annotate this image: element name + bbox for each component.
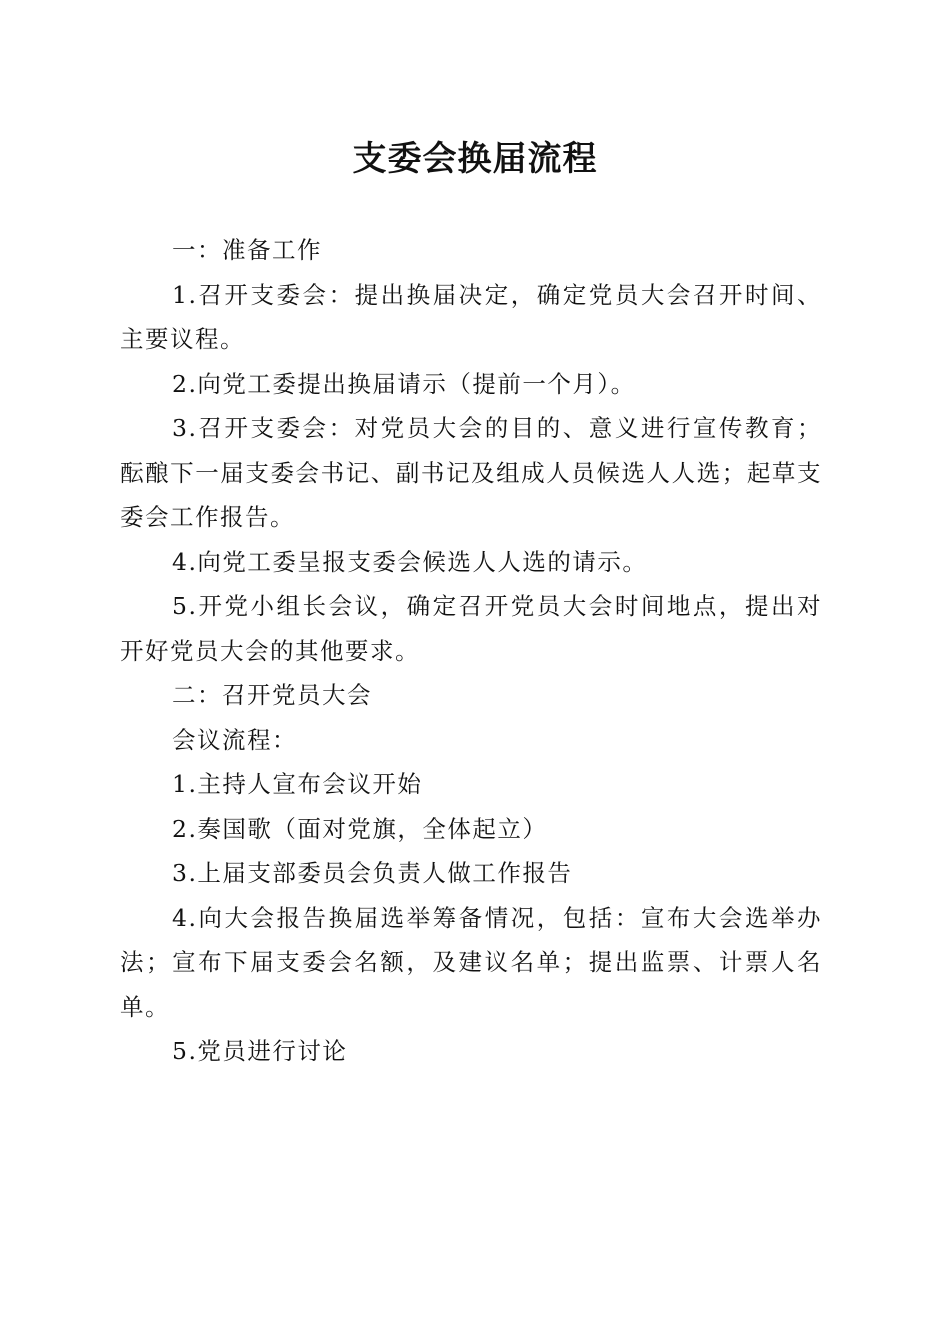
- meeting-step-3: 3.上届支部委员会负责人做工作报告: [172, 859, 573, 887]
- prep-step-5: 5.开党小组长会议，确定召开党员大会时间地点，提出对开好党员大会的其他要求。: [120, 592, 822, 665]
- meeting-step-1: 1.主持人宣布会议开始: [172, 770, 423, 798]
- prep-step-4: 4.向党工委呈报支委会候选人人选的请示。: [172, 547, 648, 576]
- section-heading-meeting: 二：召开党员大会: [172, 681, 372, 709]
- prep-step-2: 2.向党工委提出换届请示（提前一个月）。: [172, 369, 636, 398]
- meeting-process-label: 会议流程：: [172, 725, 297, 754]
- prep-step-3: 3.召开支委会：对党员大会的目的、意义进行宣传教育；酝酿下一届支委会书记、副书记及组成人员候选人人选；起草支委会工作报告。: [120, 414, 822, 531]
- section-heading-preparation: 一：准备工作: [172, 236, 322, 264]
- meeting-step-4: 4.向大会报告换届选举筹备情况，包括：宣布大会选举办法；宣布下届支委会名额，及建议名单；提出监票、计票人名单。: [120, 903, 822, 1021]
- meeting-step-5: 5.党员进行讨论: [172, 1037, 348, 1065]
- document-body: [120, 228, 822, 1074]
- prep-step-1: 1.召开支委会：提出换届决定，确定党员大会召开时间、主要议程。: [120, 280, 822, 353]
- meeting-step-2: 2.奏国歌（面对党旗，全体起立）: [172, 814, 548, 843]
- document-title: 支委会换届流程: [352, 139, 598, 179]
